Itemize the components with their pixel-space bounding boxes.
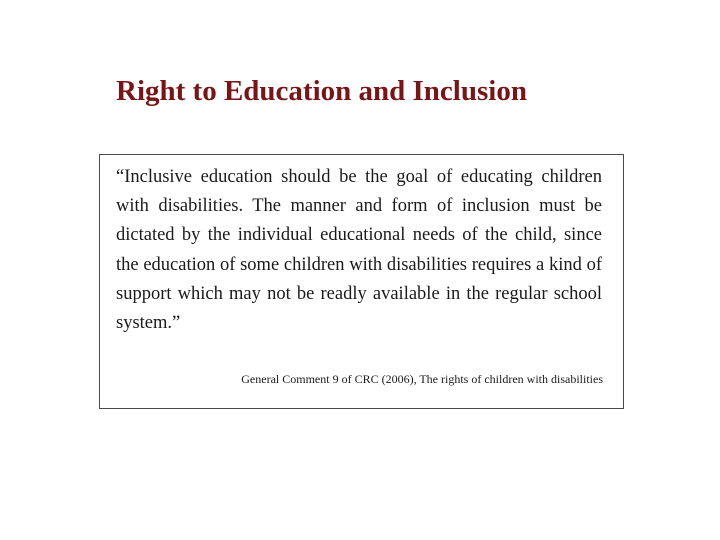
quote-box: [99, 154, 624, 409]
citation: General Comment 9 of CRC (2006), The rights of children with disabilities: [241, 372, 603, 386]
slide-title: Right to Education and Inclusion: [116, 75, 527, 107]
quote-text: “Inclusive education should be the goal of educating children with disabilities. The manner and form of inclusion must be dictated by the individual educational needs of the child, since the education of some children with disabilities requires a kind of support which may not be readly available in the regular school system.”: [116, 167, 602, 334]
